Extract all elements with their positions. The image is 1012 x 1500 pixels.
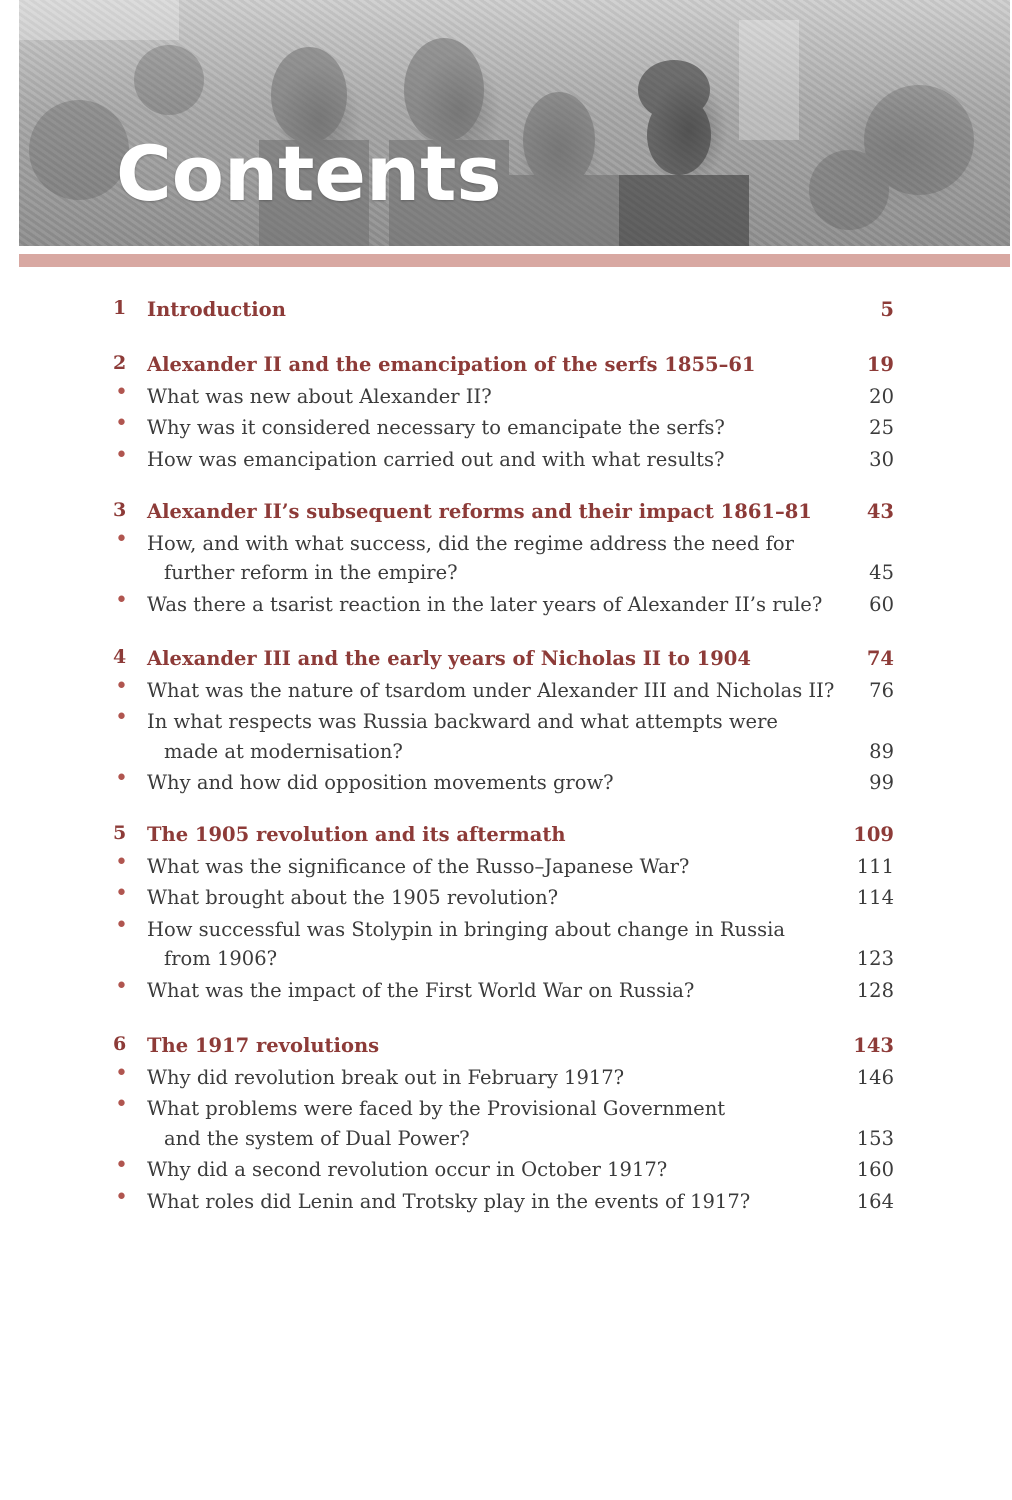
chapter-number: 5 bbox=[113, 822, 127, 844]
bullet-icon: • bbox=[115, 411, 128, 436]
toc-chapter-row[interactable] bbox=[0, 1031, 1012, 1063]
chapter-page-number: 43 bbox=[866, 500, 894, 523]
bullet-icon: • bbox=[115, 973, 128, 999]
bullet-icon: • bbox=[115, 526, 128, 552]
section-title: What was the nature of tsardom under Alexander III and Nicholas II? bbox=[147, 678, 835, 702]
toc-section-row[interactable] bbox=[0, 1184, 1012, 1219]
section-title: What was the impact of the First World War on Russia? bbox=[147, 978, 695, 1002]
bullet-icon: • bbox=[115, 766, 128, 791]
toc-section-row[interactable] bbox=[0, 526, 1012, 584]
bullet-icon: • bbox=[115, 442, 128, 468]
toc-chapter-row[interactable] bbox=[0, 350, 1012, 382]
section-page-number: 114 bbox=[856, 886, 894, 909]
toc-section-row[interactable] bbox=[0, 1060, 1012, 1095]
section-page-number: 89 bbox=[869, 739, 894, 763]
toc-section-row[interactable] bbox=[0, 379, 1012, 414]
chapter-page-number: 5 bbox=[880, 298, 894, 321]
toc-chapter-row[interactable] bbox=[0, 820, 1012, 852]
section-page-number: 153 bbox=[856, 1126, 894, 1150]
chapter-page-number: 109 bbox=[853, 823, 894, 846]
page-title: Contents bbox=[116, 129, 502, 218]
chapter-number: 2 bbox=[113, 352, 127, 374]
toc-section-row[interactable] bbox=[0, 849, 1012, 884]
toc-section-row[interactable] bbox=[0, 673, 1012, 708]
section-title: Was there a tsarist reaction in the later years of Alexander II’s rule? bbox=[147, 592, 823, 616]
section-title: What problems were faced by the Provisional Government bbox=[147, 1097, 726, 1120]
chapter-number: 4 bbox=[113, 646, 127, 668]
toc-section-row[interactable] bbox=[0, 883, 1012, 915]
toc-section-row[interactable] bbox=[0, 413, 1012, 445]
header-banner-image bbox=[19, 0, 1010, 246]
chapter-number: 3 bbox=[113, 499, 127, 521]
section-title: What brought about the 1905 revolution? bbox=[147, 886, 559, 909]
section-title-continued: made at modernisation? bbox=[164, 739, 403, 763]
section-page-number: 160 bbox=[856, 1158, 894, 1181]
section-page-number: 164 bbox=[856, 1189, 894, 1213]
toc-chapter-row[interactable] bbox=[0, 644, 1012, 676]
section-page-number: 20 bbox=[869, 384, 894, 408]
toc-section-row[interactable] bbox=[0, 442, 1012, 477]
toc-section-row[interactable] bbox=[0, 768, 1012, 800]
toc-chapter-row[interactable] bbox=[0, 497, 1012, 529]
section-title: How successful was Stolypin in bringing about change in Russia bbox=[147, 917, 785, 941]
bullet-icon: • bbox=[115, 379, 128, 405]
toc-section-row[interactable] bbox=[0, 705, 1012, 763]
bullet-icon: • bbox=[115, 881, 128, 906]
toc-section-row[interactable] bbox=[0, 587, 1012, 622]
bullet-icon: • bbox=[115, 587, 128, 613]
section-title: What roles did Lenin and Trotsky play in the events of 1917? bbox=[147, 1189, 751, 1213]
chapter-page-number: 19 bbox=[866, 353, 894, 376]
bullet-icon: • bbox=[115, 1184, 128, 1210]
chapter-title: Alexander II’s subsequent reforms and their impact 1861–81 bbox=[147, 500, 812, 523]
section-page-number: 146 bbox=[856, 1065, 894, 1089]
section-title: What was the significance of the Russo–Japanese War? bbox=[147, 854, 690, 878]
chapter-number: 6 bbox=[113, 1033, 127, 1055]
section-title-continued: further reform in the empire? bbox=[164, 561, 458, 584]
toc-section-row[interactable] bbox=[0, 1155, 1012, 1187]
chapter-number: 1 bbox=[113, 297, 127, 319]
chapter-title: Introduction bbox=[147, 298, 286, 321]
section-title: In what respects was Russia backward and what attempts were bbox=[147, 710, 778, 733]
section-page-number: 76 bbox=[869, 678, 894, 702]
accent-divider bbox=[19, 254, 1010, 267]
section-title: Why and how did opposition movements grow? bbox=[147, 771, 614, 794]
section-title-continued: and the system of Dual Power? bbox=[164, 1126, 470, 1150]
section-title: How, and with what success, did the regime address the need for bbox=[147, 531, 794, 555]
section-title: How was emancipation carried out and with what results? bbox=[147, 447, 725, 471]
bullet-icon: • bbox=[115, 673, 128, 699]
section-page-number: 25 bbox=[869, 416, 894, 439]
section-title: Why did a second revolution occur in October 1917? bbox=[147, 1158, 668, 1181]
section-page-number: 123 bbox=[856, 947, 894, 970]
chapter-page-number: 74 bbox=[866, 647, 894, 670]
bullet-icon: • bbox=[115, 1153, 128, 1178]
bullet-icon: • bbox=[115, 1060, 128, 1086]
section-page-number: 111 bbox=[856, 854, 894, 878]
bullet-icon: • bbox=[115, 1092, 128, 1117]
toc-chapter-row[interactable] bbox=[0, 295, 1012, 327]
section-title: Why was it considered necessary to emancipate the serfs? bbox=[147, 416, 725, 439]
section-title-continued: from 1906? bbox=[164, 947, 278, 970]
section-title: What was new about Alexander II? bbox=[147, 384, 492, 408]
section-page-number: 30 bbox=[869, 447, 894, 471]
bullet-icon: • bbox=[115, 912, 128, 938]
chapter-title: The 1917 revolutions bbox=[147, 1034, 380, 1057]
toc-section-row[interactable] bbox=[0, 1092, 1012, 1150]
chapter-page-number: 143 bbox=[853, 1034, 894, 1057]
section-page-number: 128 bbox=[856, 978, 894, 1002]
chapter-title: Alexander II and the emancipation of the serfs 1855–61 bbox=[147, 353, 756, 376]
toc-section-row[interactable] bbox=[0, 973, 1012, 1008]
section-page-number: 99 bbox=[869, 771, 894, 794]
section-page-number: 45 bbox=[869, 561, 894, 584]
section-page-number: 60 bbox=[869, 592, 894, 616]
chapter-title: Alexander III and the early years of Nicholas II to 1904 bbox=[147, 647, 751, 670]
section-title: Why did revolution break out in February 1917? bbox=[147, 1065, 625, 1089]
toc-section-row[interactable] bbox=[0, 912, 1012, 970]
bullet-icon: • bbox=[115, 849, 128, 875]
bullet-icon: • bbox=[115, 705, 128, 730]
chapter-title: The 1905 revolution and its aftermath bbox=[147, 823, 566, 846]
